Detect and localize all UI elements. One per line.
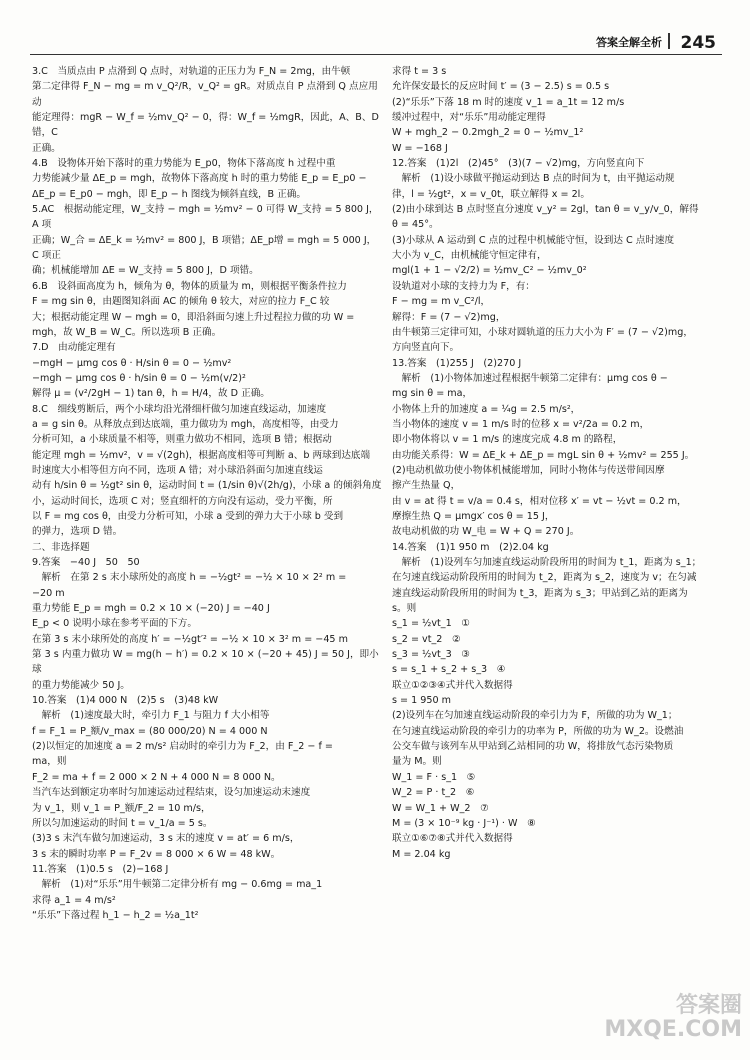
text-line: mgh，故 W_B = W_C。所以选项 B 正确。 — [32, 326, 222, 338]
text-line: 4.B 设物体开始下落时的重力势能为 E_p0，物体下落高度 h 过程中重 — [32, 158, 336, 170]
text-line: ΔE_p = E_p0 − mgh，即 E_p − h 图线为倾斜直线，B 正确。 — [32, 188, 306, 200]
header-title: 答案全解全析 — [596, 36, 662, 49]
text-line: E_p < 0 说明小球在参考平面的下方。 — [32, 618, 197, 630]
text-line: 7.D 由动能定理有 — [32, 342, 116, 354]
text-line: 解析 (1)速度最大时，牵引力 F_1 与阻力 f 大小相等 — [32, 710, 270, 722]
text-line: f = F_1 = P_额/v_max = (80 000/20) N = 4 000 N — [32, 725, 268, 737]
text-line: 3.C 当质点由 P 点滑到 Q 点时，对轨道的正压力为 F_N = 2mg，由牛顿 — [32, 66, 351, 77]
text-line: 13.答案 (1)255 J (2)270 J — [392, 357, 522, 369]
text-line: “乐乐”下落过程 h_1 − h_2 = ½a_1t² — [32, 909, 199, 921]
text-line: 5.AC 根据动能定理，W_支持 − mgh = ½mv² − 0 可得 W_支持 = 5 800 J，A 项 — [32, 204, 379, 231]
text-line: 时速度大小相等但方向不同，选项 A 错；对小球沿斜面匀加速直线运 — [32, 464, 323, 476]
text-line: 由牛顿第三定律可知，小球对圆轨道的压力大小为 F′ = (7 − √2)mg， — [392, 326, 693, 338]
text-line: 12.答案 (1)2l (2)45° (3)(7 − √2)mg，方向竖直向下 — [392, 158, 645, 170]
text-line: 缓冲过程中，对“乐乐”用动能定理得 — [392, 112, 546, 124]
text-line: 以 F = mg cos θ，由受力分析可知，小球 a 受到的弹力大于小球 b 受到 — [32, 510, 344, 522]
text-line: 速直线运动阶段所用的时间为 t_3，距离为 s_3；甲站到乙站的距离为 — [392, 587, 688, 599]
text-line: s。则 — [392, 603, 417, 615]
text-line: W_2 = P · t_2 ⑥ — [392, 787, 475, 799]
text-line: 小，运动时间长，选项 C 对；竖直细杆的方向没有运动，受力平衡，所 — [32, 495, 333, 507]
text-line: 第二定律得 F_N − mg = m v_Q²/R，v_Q² = gR。对质点自 P 点滑到 Q 点应用动 — [32, 81, 378, 108]
watermark-logo: 答案圈 MXQE.COM — [604, 993, 742, 1043]
text-line: s_3 = ½vt_3 ③ — [392, 649, 470, 661]
text-line: 所以匀加速运动的时间 t = v_1/a = 5 s。 — [32, 817, 213, 829]
text-line: 摩擦生热 Q = μmgx′ cos θ = 15 J， — [392, 510, 555, 522]
text-line: M = (3 × 10⁻⁹ kg · J⁻¹) · W ⑧ — [392, 817, 536, 829]
text-line: 确；机械能增加 ΔE = W_支持 = 5 800 J，D 项错。 — [32, 265, 259, 277]
text-line: 在匀速直线运动阶段的牵引力的功率为 P，所做的功为 W_2。设燃油 — [392, 725, 684, 737]
text-line: W + mgh_2 − 0.2mgh_2 = 0 − ½mv_1² — [392, 127, 584, 139]
text-line: 力势能减少量 ΔE_p = mgh，故物体下落高度 h 时的重力势能 E_p = E_p0 − — [32, 173, 367, 185]
text-line: M = 2.04 kg — [392, 848, 451, 860]
text-line: 3 s 末的瞬时功率 P = F_2v = 8 000 × 6 W = 48 kW。 — [32, 848, 281, 860]
text-line: −mgh − μmg cos θ · h/sin θ = 0 − ½m(v/2)² — [32, 372, 246, 384]
text-line: (2)“乐乐”下落 18 m 时的速度 v_1 = a_1t = 12 m/s — [392, 96, 625, 108]
text-line: (2)由小球到达 B 点时竖直分速度 v_y² = 2gl，tan θ = v_y/v_0，解得 — [392, 204, 699, 216]
text-line: 擦产生热量 Q， — [392, 480, 461, 492]
text-line: 8.C 细线剪断后，两个小球均沿光滑细杆做匀加速直线运动，加速度 — [32, 403, 327, 415]
page-header — [30, 28, 722, 55]
text-line: 大；根据动能定理 W − mgh = 0，即沿斜面匀速上升过程拉力做的功 W = — [32, 311, 355, 323]
text-line: 在匀速直线运动阶段所用的时间为 t_2，距离为 s_2，速度为 v；在匀减 — [392, 572, 697, 584]
text-line: 能定理得：mgR − W_f = ½mv_Q² − 0，得：W_f = ½mgR，因此，A、B、D 错，C — [32, 112, 382, 139]
text-line: 动有 h/sin θ = ½gt² sin θ，运动时间 t = (1/sin θ)√(2h/g)，小球 a 的倾斜角度 — [32, 480, 382, 492]
text-line: 为 v_1，则 v_1 = P_额/F_2 = 10 m/s， — [32, 802, 211, 814]
text-line: F − mg = m v_C²/l， — [392, 296, 491, 308]
text-line: 公交车做与该列车从甲站到乙站相同的功 W，将排放气态污染物质 — [392, 741, 674, 753]
text-line: s_2 = vt_2 ② — [392, 633, 461, 645]
text-line: F = mg sin θ，由题图知斜面 AC 的倾角 θ 较大，对应的拉力 F_C 较 — [32, 296, 330, 308]
text-line: 解析 (1)对“乐乐”用牛顿第二定律分析有 mg − 0.6mg = ma_1 — [32, 879, 323, 891]
text-line: 量为 M。则 — [392, 756, 442, 768]
text-line: mg sin θ = ma， — [392, 388, 473, 400]
text-line: 能定理 mgh = ½mv²，v = √(2gh)，根据高度相等可判断 a、b 两球到达底端 — [32, 449, 371, 461]
text-line: 分析可知，a 小球质量不相等，则重力做功不相同，选项 B 错；根据动 — [32, 434, 332, 446]
text-line: 二、非选择题 — [32, 541, 90, 553]
text-line: 设轨道对小球的支持力为 F，有： — [392, 280, 535, 292]
text-line: 故电动机做的功 W_电 = W + Q = 270 J。 — [392, 526, 580, 538]
text-line: 方向竖直向下。 — [392, 342, 460, 354]
text-line: 由 v = at 得 t = v/a = 0.4 s，相对位移 x′ = vt − ½vt = 0.2 m， — [392, 495, 687, 507]
text-line: a = g sin θ。从释放点到达底端，重力做功为 mgh，高度相等，由受力 — [32, 418, 339, 430]
text-line: ma，则 — [32, 756, 67, 768]
text-line: 9.答案 −40 J 50 50 — [32, 557, 140, 568]
text-line: 解析 (1)设列车匀加速直线运动阶段所用的时间为 t_1，距离为 s_1； — [392, 557, 702, 568]
text-line: (3)3 s 末汽车做匀加速运动，3 s 末的速度 v = at′ = 6 m/s， — [32, 833, 300, 845]
text-line: mgl(1 + 1 − √2/2) = ½mv_C² − ½mv_0² — [392, 265, 587, 277]
text-line: (2)以恒定的加速度 a = 2 m/s² 启动时的牵引力为 F_2，由 F_2 − f = — [32, 741, 333, 753]
text-line: s = 1 950 m — [392, 695, 451, 707]
header-divider — [668, 33, 670, 49]
text-line: W_1 = F · s_1 ⑤ — [392, 771, 476, 783]
text-line: 由功能关系得：W = ΔE_k + ΔE_p = mgL sin θ + ½mv² = 255 J。 — [392, 449, 695, 461]
text-line: 当汽车达到额定功率时匀加速运动过程结束，设匀加速运动末速度 — [32, 787, 311, 799]
text-line: 10.答案 (1)4 000 N (2)5 s (3)48 kW — [32, 695, 219, 707]
text-line: 解得：F = (7 − √2)mg， — [392, 311, 506, 323]
text-line: 即小物体将以 v = 1 m/s 的速度完成 4.8 m 的路程， — [392, 434, 623, 446]
text-line: s_1 = ½vt_1 ① — [392, 618, 470, 630]
text-line: 解析 (1)小物体加速过程根据牛顿第二定律有：μmg cos θ − — [392, 372, 668, 384]
text-line: 联立①⑥⑦⑧式并代入数据得 — [392, 833, 513, 845]
text-line: 重力势能 E_p = mgh = 0.2 × 10 × (−20) J = −40 J — [32, 603, 270, 615]
text-line: 的重力势能减少 50 J。 — [32, 679, 130, 691]
text-line: W = −168 J — [392, 142, 448, 154]
left-column — [32, 64, 382, 1046]
text-line: 14.答案 (1)1 950 m (2)2.04 kg — [392, 541, 549, 553]
text-line: 联立①②③④式并代入数据得 — [392, 679, 513, 691]
text-line: (2)电动机做功使小物体机械能增加，同时小物体与传送带间因摩 — [392, 464, 665, 476]
text-line: 在第 3 s 末小球所处的高度 h′ = −½gt′² = −½ × 10 × 3² m = −45 m — [32, 633, 348, 645]
text-line: 解析 在第 2 s 末小球所处的高度 h = −½gt² = −½ × 10 × 2² m = — [32, 572, 347, 584]
text-line: F_2 = ma + f = 2 000 × 2 N + 4 000 N = 8 000 N。 — [32, 771, 281, 783]
text-line: 大小为 v_C，由机械能守恒定律有， — [392, 250, 547, 262]
text-line: 6.B 设斜面高度为 h，倾角为 θ，物体的质量为 m，则根据平衡条件拉力 — [32, 280, 347, 292]
text-line: 第 3 s 内重力做功 W = mg(h − h′) = 0.2 × 10 × (−20 + 45) J = 50 J，即小球 — [32, 649, 379, 676]
text-line: 求得 a_1 = 4 m/s² — [32, 894, 116, 906]
text-line: (3)小球从 A 运动到 C 点的过程中机械能守恒，设到达 C 点时速度 — [392, 234, 675, 246]
text-line: 11.答案 (1)0.5 s (2)−168 J — [32, 863, 169, 875]
text-line: 解析 (1)设小球做平抛运动到达 B 点的时间为 t，由平抛运动规 — [392, 173, 675, 185]
text-line: W = W_1 + W_2 ⑦ — [392, 802, 489, 814]
text-line: 解得 μ = (v²/2gH − 1) tan θ，h = H/4，故 D 正确。 — [32, 388, 270, 400]
text-line: 允许保安最长的反应时间 t′ = (3 − 2.5) s = 0.5 s — [392, 81, 610, 93]
text-line: 律，l = ½gt²，x = v_0t，联立解得 x = 2l。 — [392, 188, 590, 200]
text-line: 当小物体的速度 v = 1 m/s 时的位移 x = v²/2a = 0.2 m， — [392, 418, 650, 430]
text-line: 求得 t = 3 s — [392, 66, 447, 77]
text-line: 正确。 — [32, 142, 61, 154]
text-line: 的弹力，选项 D 错。 — [32, 526, 123, 538]
text-line: 正确；W_合 = ΔE_k = ½mv² = 800 J，B 项错；ΔE_p增 = mgh = 5 000 J，C 项正 — [32, 234, 377, 262]
page-number: 245 — [680, 33, 716, 53]
right-column — [392, 64, 728, 1046]
text-line: s = s_1 + s_2 + s_3 ④ — [392, 664, 506, 676]
text-line: θ = 45°。 — [392, 219, 439, 231]
text-line: −20 m — [32, 587, 65, 599]
text-line: 小物体上升的加速度 a = ¼g = 2.5 m/s²， — [392, 403, 581, 415]
text-line: −mgH − μmg cos θ · H/sin θ = 0 − ½mv² — [32, 357, 232, 369]
text-line: (2)设列车在匀加速直线运动阶段的牵引力为 F，所做的功为 W_1； — [392, 710, 678, 722]
